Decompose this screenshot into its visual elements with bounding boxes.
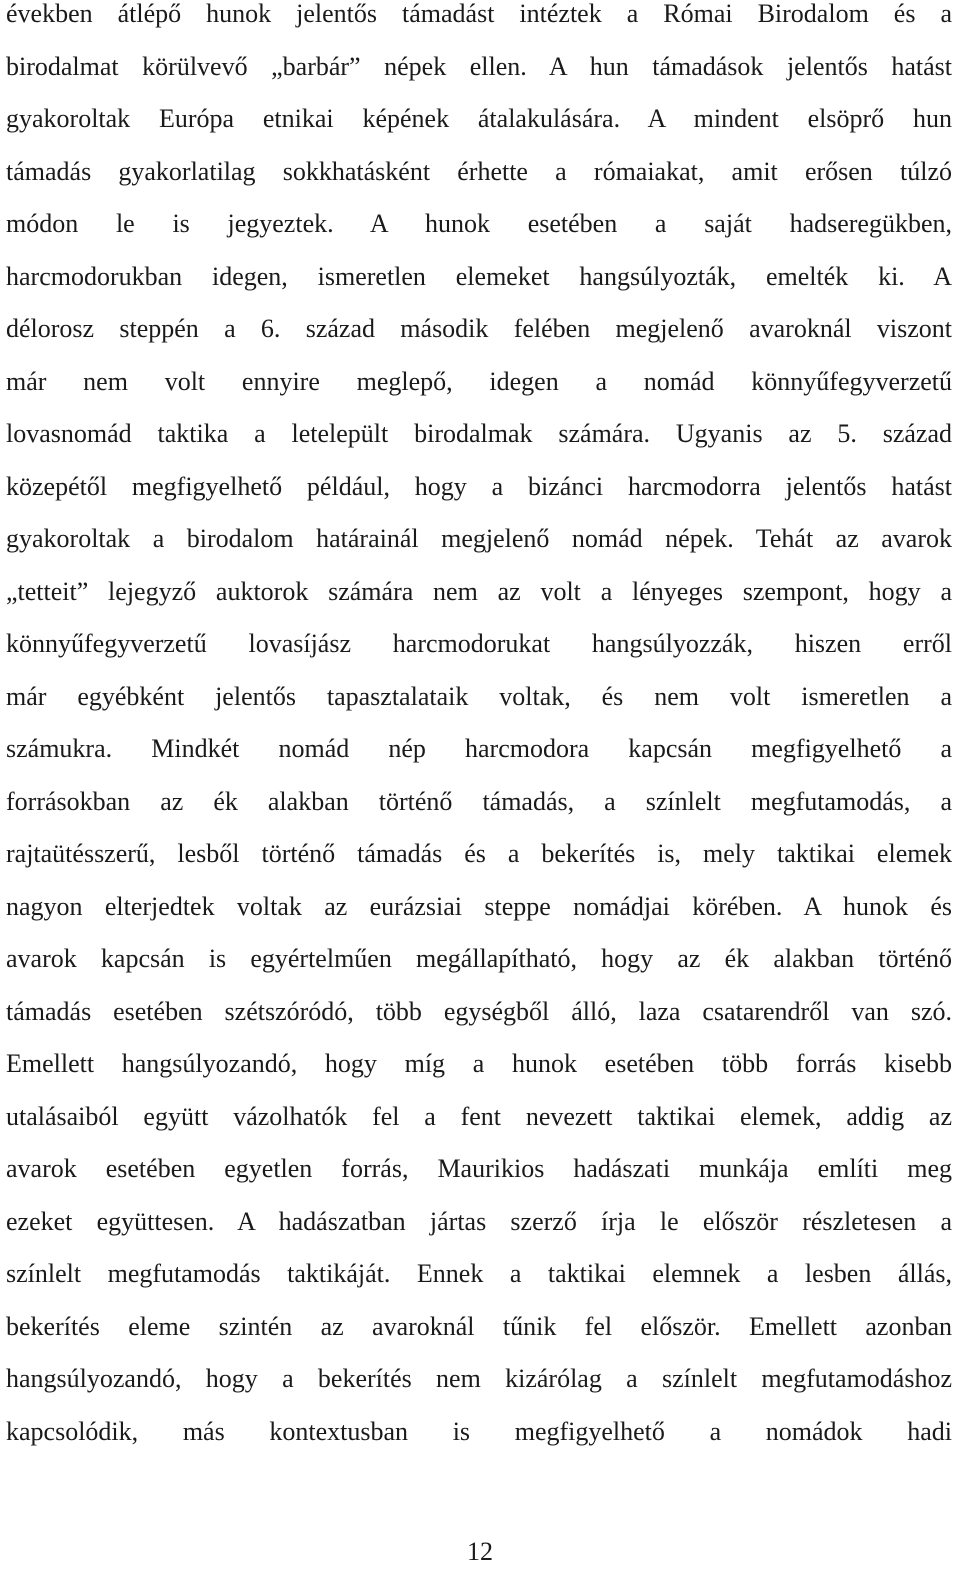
text-line: gyakoroltak Európa etnikai képének átalakulására. A mindent elsöprő hun — [6, 104, 952, 133]
text-line: „tetteit” lejegyző auktorok számára nem az volt a lényeges szempont, hogy a — [6, 576, 952, 606]
text-line: gyakoroltak a birodalom határainál megjelenő nomád népek. Tehát az avarok — [6, 524, 952, 553]
text-line: nagyon elterjedtek voltak az eurázsiai steppe nomádjai körében. A hunok és — [6, 891, 952, 921]
text-line: birodalmat körülvevő „barbár” népek ellen. A hun támadások jelentős hatást — [6, 51, 952, 81]
text-line: délorosz steppén a 6. század második felében megjelenő avaroknál viszont — [6, 314, 952, 343]
text-line: avarok kapcsán is egyértelműen megállapítható, hogy az ék alakban történő — [6, 944, 952, 973]
text-line: számukra. Mindkét nomád nép harcmodora kapcsán megfigyelhető a — [6, 734, 952, 763]
text-line: támadás esetében szétszóródó, több egységből álló, laza csatarendről van szó. — [6, 996, 952, 1026]
text-line: már nem volt ennyire meglepő, idegen a nomád könnyűfegyverzetű — [6, 366, 952, 396]
text-line: bekerítés eleme szintén az avaroknál tűnik fel először. Emellett azonban — [6, 1311, 952, 1341]
page-number: 12 — [467, 1537, 493, 1566]
text-line: Emellett hangsúlyozandó, hogy míg a hunok esetében több forrás kisebb — [6, 1049, 952, 1078]
body-text — [6, 0, 952, 1458]
text-line: támadás gyakorlatilag sokkhatásként érhette a rómaiakat, amit erősen túlzó — [6, 156, 952, 186]
text-line: színlelt megfutamodás taktikáját. Ennek a taktikai elemnek a lesben állás, — [6, 1259, 952, 1288]
text-line: években átlépő hunok jelentős támadást intéztek a Római Birodalom és a — [6, 0, 952, 28]
text-line: lovasnomád taktika a letelepült birodalmak számára. Ugyanis az 5. század — [6, 419, 952, 448]
text-line: hangsúlyozandó, hogy a bekerítés nem kizárólag a színlelt megfutamodáshoz — [6, 1364, 952, 1393]
text-line: rajtaütésszerű, lesből történő támadás és a bekerítés is, mely taktikai elemek — [6, 839, 952, 868]
text-line: forrásokban az ék alakban történő támadás, a színlelt megfutamodás, a — [6, 786, 952, 816]
text-line: harcmodorukban idegen, ismeretlen elemeket hangsúlyozták, emelték ki. A — [6, 261, 952, 291]
text-line: módon le is jegyeztek. A hunok esetében a saját hadseregükben, — [6, 209, 952, 238]
text-line: utalásaiból együtt vázolhatók fel a fent nevezett taktikai elemek, addig az — [6, 1101, 952, 1131]
text-line: könnyűfegyverzetű lovasíjász harcmodorukat hangsúlyozzák, hiszen erről — [6, 629, 952, 658]
text-line: közepétől megfigyelhető például, hogy a bizánci harcmodorra jelentős hatást — [6, 471, 952, 501]
text-line: kapcsolódik, más kontextusban is megfigyelhető a nomádok hadi — [6, 1416, 952, 1446]
text-line: avarok esetében egyetlen forrás, Maurikios hadászati munkája említi meg — [6, 1154, 952, 1183]
text-line: ezeket együttesen. A hadászatban jártas szerző írja le először részletesen a — [6, 1206, 952, 1236]
text-line: már egyébként jelentős tapasztalataik voltak, és nem volt ismeretlen a — [6, 681, 952, 711]
